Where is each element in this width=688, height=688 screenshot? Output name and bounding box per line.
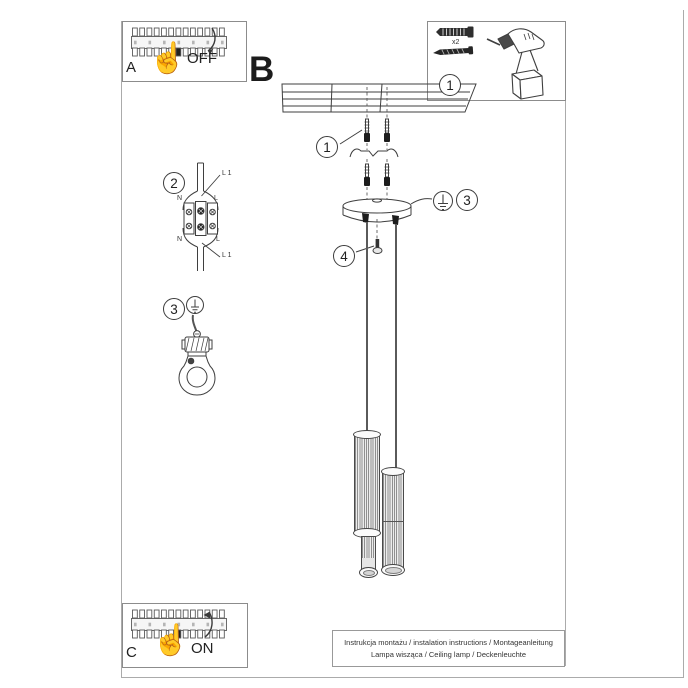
panel-a-label: A: [126, 59, 137, 76]
step-canopy-ground-badge: 3: [456, 189, 478, 211]
step-tools-badge: 1: [439, 74, 461, 96]
footer-line-2: Lampa wisząca / Ceiling lamp / Deckenleuchte: [370, 649, 527, 659]
hand-icon: ☝: [152, 624, 190, 657]
step-wiring-badge: 2: [163, 172, 185, 194]
wire-label-l-bottom: L: [216, 236, 220, 243]
frame-line-right: [683, 10, 684, 678]
footer-box: [332, 630, 565, 667]
switch-on-label: ON: [191, 640, 214, 657]
wire-label-l1-bottom: L 1: [222, 252, 232, 259]
wire-label-l1-top: L 1: [222, 170, 232, 177]
screw-icon: [431, 45, 477, 58]
frame-line-left: [121, 21, 122, 677]
wire-label-n-bottom: N: [177, 236, 183, 243]
wire-label-n-top: N: [177, 195, 183, 202]
mounting-assembly-illustration: [260, 70, 485, 270]
frame-line-bottom: [121, 677, 684, 678]
switch-off-label: OFF: [187, 50, 217, 67]
lamp-cord-right: [395, 224, 397, 472]
frame-line-divider: [565, 101, 566, 666]
lamp-cord-left: [366, 222, 368, 435]
anchor-count-label: x2: [452, 39, 460, 46]
footer-line-1: Instrukcja montażu / instalation instructions / Montageanleitung: [344, 637, 553, 647]
arrow-up-icon: [193, 607, 213, 639]
wall-anchor-icon: [434, 25, 476, 39]
wire-label-l-top: L: [214, 195, 218, 202]
section-b-label: B: [249, 50, 275, 89]
hand-icon: ☝: [149, 42, 187, 75]
drill-icon: [486, 26, 552, 101]
step-screws-badge: 1: [316, 136, 338, 158]
panel-c-label: C: [126, 644, 137, 661]
step-cord-grip-badge: 4: [333, 245, 355, 267]
step-ground-badge: 3: [163, 298, 185, 320]
